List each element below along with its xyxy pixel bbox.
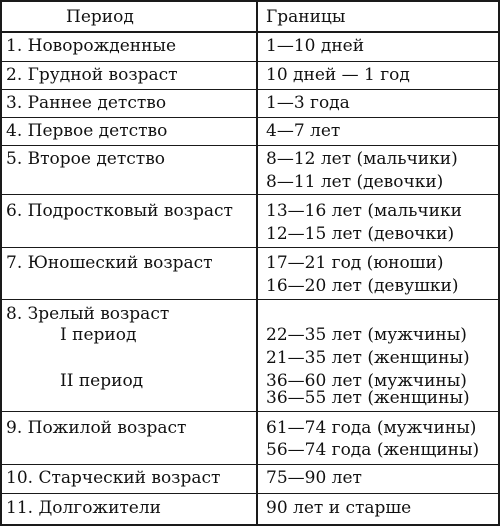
limits-cell: 4—7 лет [266,121,341,141]
limits-cell: 90 лет и старше [266,498,412,518]
table-border-top [0,0,500,2]
row-divider [0,31,500,33]
row-divider [0,145,500,146]
period-cell: 8. Зрелый возраст [6,304,170,324]
row-divider [0,247,500,248]
row-divider [0,411,500,412]
limits-cell: 8—12 лет (мальчики) [266,149,458,169]
period-cell: 1. Новорожденные [6,36,177,56]
period-cell: 11. Долгожители [6,498,162,518]
limits-cell: 10 дней — 1 год [266,65,410,85]
limits-cell: 22—35 лет (мужчины) [266,325,467,345]
limits-cell: 1—3 года [266,93,350,113]
period-cell: 4. Первое детство [6,121,168,141]
limits-cell: 21—35 лет (женщины) [266,348,470,368]
limits-cell: 61—74 года (мужчины) [266,418,477,438]
period-cell: 2. Грудной возраст [6,65,178,85]
limits-cell: 8—11 лет (девочки) [266,172,444,192]
limits-cell: 36—55 лет (женщины) [266,388,470,408]
row-divider [0,61,500,62]
period-cell: 3. Раннее детство [6,93,167,113]
limits-cell: 1—10 дней [266,36,365,56]
period-subcell: II период [60,371,144,391]
period-cell: 5. Второе детство [6,149,166,169]
limits-cell: 36—60 лет (мужчины) [266,371,467,391]
row-divider [0,89,500,90]
period-cell: 6. Подростковый возраст [6,201,233,221]
period-cell: 10. Старческий возраст [6,468,221,488]
header-limits: Границы [266,7,346,27]
table-border-left [0,0,2,526]
limits-cell: 17—21 год (юноши) [266,253,444,273]
period-cell: 9. Пожилой возраст [6,418,187,438]
period-cell: 7. Юношеский возраст [6,253,213,273]
limits-cell: 13—16 лет (мальчики [266,201,462,221]
limits-cell: 75—90 лет [266,468,362,488]
limits-cell: 56—74 года (женщины) [266,440,480,460]
row-divider [0,194,500,195]
period-subcell: I период [60,325,137,345]
column-divider [256,0,258,526]
row-divider [0,493,500,494]
limits-cell: 12—15 лет (девочки) [266,224,455,244]
row-divider [0,299,500,300]
limits-cell: 16—20 лет (девушки) [266,276,459,296]
row-divider [0,117,500,118]
header-period: Период [66,7,134,27]
row-divider [0,464,500,465]
